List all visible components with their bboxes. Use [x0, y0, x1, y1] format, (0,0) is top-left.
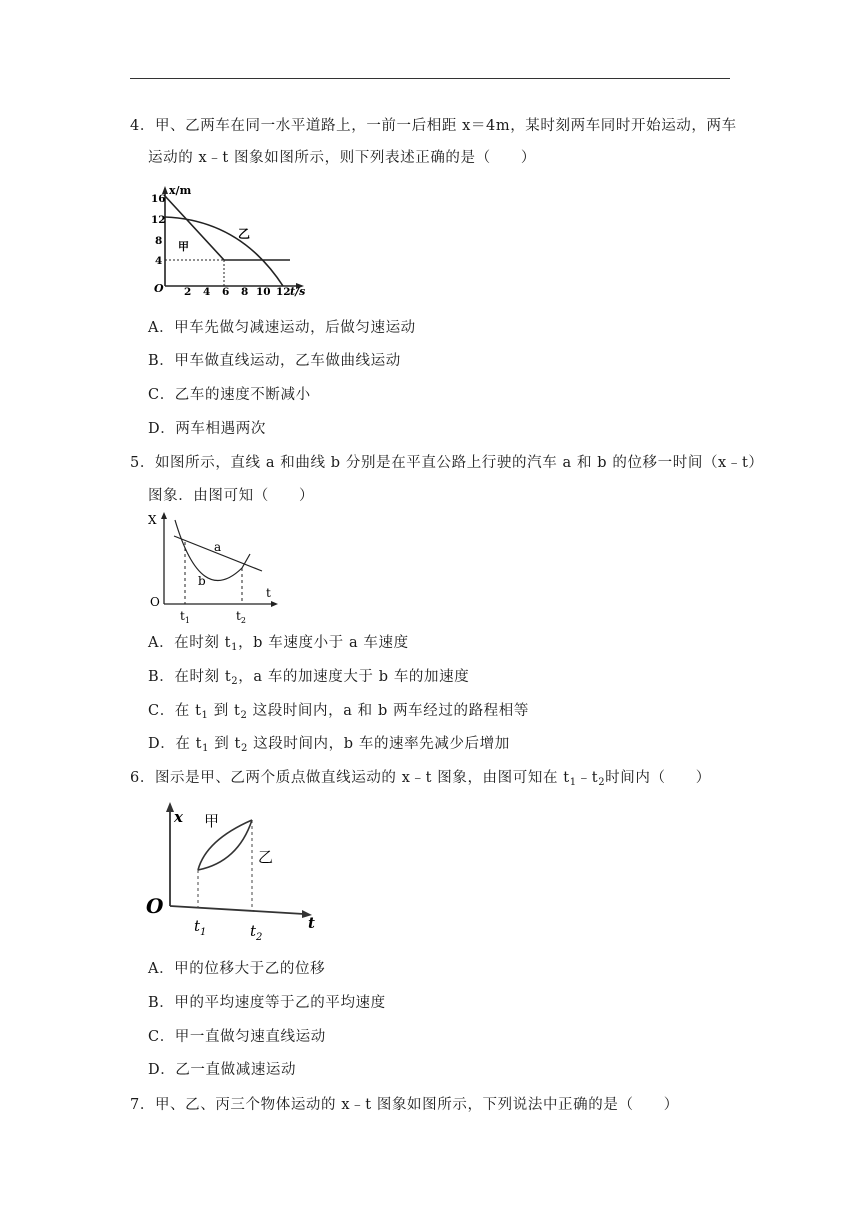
x-axis-label: t [308, 914, 315, 932]
y-axis-label: x [174, 808, 183, 826]
x-axis-label: t/s [290, 285, 306, 298]
x-axis-arrow [271, 601, 278, 607]
curve-label-b: b [198, 574, 206, 588]
question-number: 5． [130, 455, 155, 471]
question-5-figure [146, 508, 286, 626]
option-c: C．甲一直做匀速直线运动 [148, 1029, 326, 1045]
x-tick: 2 [184, 286, 192, 298]
question-number: 4． [130, 118, 155, 134]
curve-label-yi: 乙 [238, 227, 251, 241]
question-5-stem-line2: 图象．由图可知（ ） [148, 488, 315, 504]
t2-label: $t_2$ [236, 609, 246, 625]
curve-label-a: a [214, 540, 222, 554]
question-6-stem: 6．图示是甲、乙两个质点做直线运动的 x﹣t 图象，由图可知在 $t_1﹣t_2$时间内（ ） [130, 770, 711, 788]
origin-label: O [150, 595, 160, 609]
curve-label-jia: 甲 [178, 240, 189, 253]
x-tick: 4 [203, 286, 211, 298]
option-b: B．在时刻 $t_2$，a 车的加速度大于 b 车的加速度 [148, 669, 470, 687]
option-d: D．在 $t_1$ 到 $t_2$ 这段时间内，b 车的速率先减少后增加 [148, 736, 510, 754]
y-axis-arrow [166, 802, 174, 812]
option-c: C．在 $t_1$ 到 $t_2$ 这段时间内，a 和 b 两车经过的路程相等 [148, 703, 529, 721]
x-axis [170, 906, 304, 914]
option-d: D．两车相遇两次 [148, 421, 266, 437]
question-4-figure [150, 184, 315, 299]
x-axis-label: t [266, 586, 271, 600]
y-tick: 12 [151, 214, 166, 226]
question-4-stem-line1: 4．甲、乙两车在同一水平道路上，一前一后相距 x＝4m，某时刻两车同时开始运动，两车 [130, 118, 737, 134]
y-axis-arrow [161, 512, 167, 519]
t1-label: $t_1$ [194, 917, 207, 938]
curve-label-jia: 甲 [204, 812, 220, 830]
x-tick: 8 [241, 286, 249, 298]
origin-label: O [146, 894, 164, 918]
option-c: C．乙车的速度不断减小 [148, 387, 311, 403]
y-axis-label: x/m [169, 184, 192, 197]
curve-b [175, 520, 250, 581]
option-a: A．在时刻 $t_1$，b 车速度小于 a 车速度 [148, 635, 409, 653]
option-a: A．甲的位移大于乙的位移 [148, 961, 326, 977]
curve-label-yi: 乙 [258, 848, 274, 866]
x-tick: 10 [256, 286, 271, 298]
question-4-stem-line2: 运动的 x﹣t 图象如图所示，则下列表述正确的是（ ） [148, 150, 537, 166]
option-d: D．乙一直做减速运动 [148, 1062, 297, 1078]
option-b: B．甲车做直线运动，乙车做曲线运动 [148, 353, 401, 369]
y-tick: 16 [151, 193, 166, 205]
question-number: 6． [130, 770, 155, 786]
y-tick: 8 [155, 235, 163, 247]
t2-label: $t_2$ [250, 922, 263, 943]
x-tick: 6 [222, 286, 230, 298]
t1-label: $t_1$ [180, 609, 190, 625]
y-tick: 4 [155, 255, 163, 267]
question-number: 7． [130, 1097, 155, 1113]
header-rule [130, 78, 730, 79]
x-tick: 12 [276, 286, 291, 298]
option-a: A．甲车先做匀减速运动，后做匀速运动 [148, 320, 416, 336]
option-b: B．甲的平均速度等于乙的平均速度 [148, 995, 386, 1011]
question-7-stem: 7．甲、乙、丙三个物体运动的 x﹣t 图象如图所示，下列说法中正确的是（ ） [130, 1097, 679, 1113]
origin-label: O [154, 282, 164, 295]
y-axis-label: X [148, 513, 157, 527]
question-5-stem-line1: 5．如图所示，直线 a 和曲线 b 分别是在平直公路上行驶的汽车 a 和 b 的位移一时间（x﹣t） [130, 455, 764, 471]
question-6-figure [142, 796, 322, 944]
